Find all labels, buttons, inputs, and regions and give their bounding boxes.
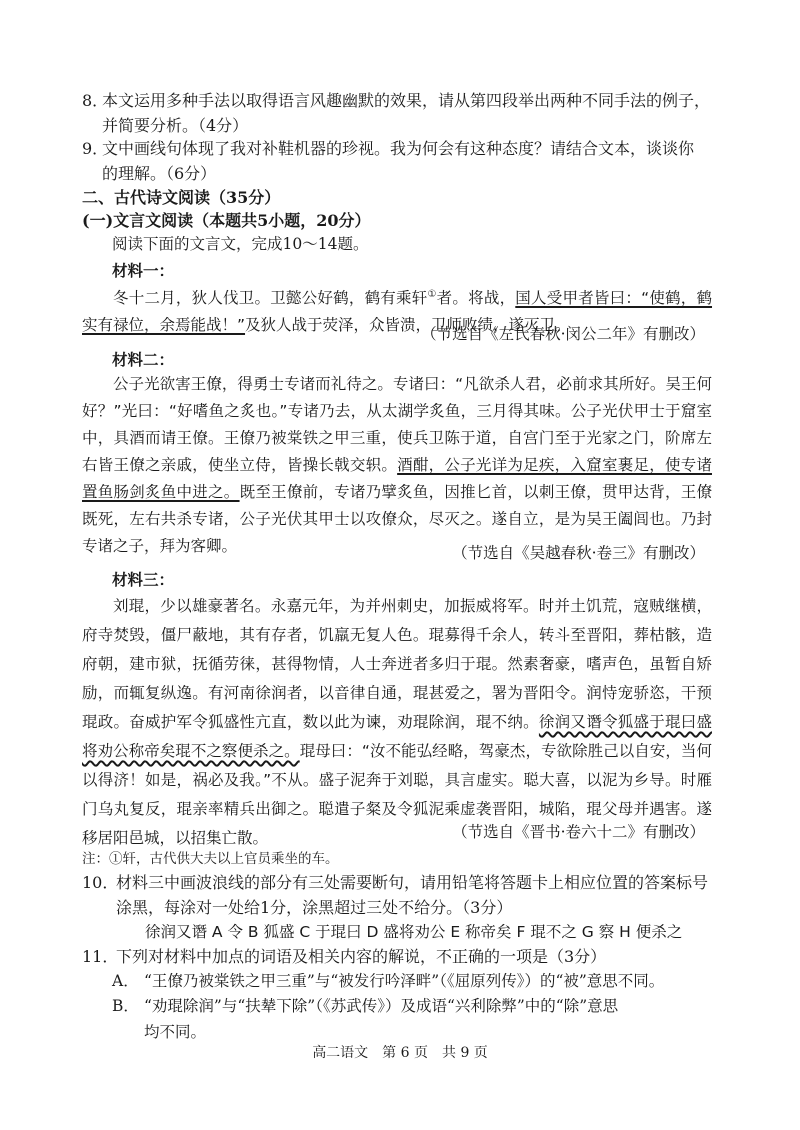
footnote: 注：①轩，古代供大夫以上官员乘坐的车。 xyxy=(82,851,339,867)
option-text-cont: 均不同。 xyxy=(144,1023,207,1041)
sentence-break-choices: 徐润又谮 A 令 B 狐盛 C 于琨曰 D 盛将劝公 E 称帝矣 F 琨不之 G 察 H 便杀之 xyxy=(145,923,683,941)
option-b xyxy=(112,993,722,1045)
question-9 xyxy=(82,136,722,186)
question-number: 9． xyxy=(82,139,109,158)
material-2-source: （节选自《吴越春秋·卷三》有删改） xyxy=(452,544,705,562)
underlined-sentence: 国人受甲者皆曰：“使鹤，鹤实有禄位，余焉能战！” xyxy=(82,289,713,335)
question-text: 文中画线句体现了我对补鞋机器的珍视。我为何会有这种态度？请结合文本，谈谈你 xyxy=(102,139,695,158)
footnote-marker: ① xyxy=(427,289,437,300)
question-text: 材料三中画波浪线的部分有三处需要断句，请用铅笔将答题卡上相应位置的答案标号 xyxy=(116,873,709,892)
material-3-passage xyxy=(82,592,712,853)
underlined-sentence: 酒酣，公子光详为足疾，入窟室裹足，使专诸置鱼肠剑炙鱼中进之。 xyxy=(82,456,712,501)
passage-text: 冬十二月，狄人伐卫。卫懿公好鹤，鹤有乘轩 xyxy=(113,289,428,308)
material-2-passage xyxy=(82,371,712,560)
passage-text: 既至王僚前，专诸乃擘炙鱼，因推匕首，以刺王僚，贯甲达背，王僚既死，左右共杀专诸，公子光伏其甲士以攻僚众，尽灭之。遂自立，是为吴王阖闾也。乃封专诸之子，拜为客卿。 xyxy=(82,483,712,555)
question-10 xyxy=(82,870,732,920)
option-text: “王僚乃被棠铁之甲三重”与“被发行吟泽畔”（《屈原列传》）的“被”意思不同。 xyxy=(144,972,665,990)
section-title: 二、古代诗文阅读（35分） xyxy=(82,188,281,207)
page-footer: 高二语文 第 6 页 共 9 页 xyxy=(312,1045,488,1061)
option-label: A． xyxy=(112,972,139,990)
passage-text: 者。将战， xyxy=(436,289,516,308)
option-a xyxy=(112,968,722,994)
material-2-label: 材料二： xyxy=(112,350,175,369)
reading-instruction: 阅读下面的文言文，完成10～14题。 xyxy=(112,235,369,253)
question-8 xyxy=(82,88,722,138)
passage-text: 公子光欲害王僚，得勇士专诸而礼待之。专诸曰：“凡欲杀人君，必前求其所好。吴王何好？”光曰：“好嗜鱼之炙也。”专诸乃去，从太湖学炙鱼，三月得其味。公子光伏甲士于窟室中，具酒而请王僚。王僚乃被棠铁之甲三重，使兵卫陈于道，自宫门至于光家之门，阶席左右皆王僚之亲戚，使坐立侍，皆操长戟交轵。 xyxy=(82,375,712,474)
question-text-cont: 的理解。（6分） xyxy=(102,164,217,183)
question-number: 11． xyxy=(82,947,119,966)
material-1-label: 材料一： xyxy=(112,261,175,280)
question-text-cont: 涂黑，每涂对一处给1分，涂黑超过三处不给分。（3分） xyxy=(116,898,513,917)
question-text-cont: 并简要分析。（4分） xyxy=(102,116,249,135)
material-1-source: （节选自《左氏春秋·闵公二年》有删改） xyxy=(421,325,705,343)
option-text: “劝琨除润”与“扶辇下除”（《苏武传》）及成语“兴利除弊”中的“除”意思 xyxy=(144,997,619,1015)
passage-text: 及狄人战于荧泽，众皆溃，卫师败绩，遂灭卫。 xyxy=(245,316,571,335)
wavy-underlined-sentence: 徐润又谮令狐盛于琨曰盛将劝公称帝矣琨不之察便杀之。 xyxy=(82,713,712,760)
material-3-label: 材料三： xyxy=(112,570,175,589)
question-number: 10． xyxy=(82,873,119,892)
material-3-source: （节选自《晋书·卷六十二》有删改） xyxy=(452,823,705,841)
question-text: 本文运用多种手法以取得语言风趣幽默的效果，请从第四段举出两种不同手法的例子， xyxy=(102,91,711,110)
question-11 xyxy=(82,944,732,969)
question-number: 8． xyxy=(82,91,109,110)
passage-text: 刘琨，少以雄豪著名。永嘉元年，为并州刺史，加振威将军。时并土饥荒，寇贼继横，府寺焚毁，僵尸蔽地，其有存者，饥羸无复人色。琨募得千余人，转斗至晋阳，葬枯骸，造府朝，建市狱，抚循劳徕，甚得物情，人士奔迸者多归于琨。然素奢豪，嗜声色，虽暂自矫励，而辄复纵逸。有河南徐润者，以音律自通，琨甚爱之，署为晋阳令。润恃宠骄恣，干预琨政。奋威护军令狐盛性亢直，数以此为谏，劝琨除润，琨不纳。 xyxy=(82,597,712,731)
option-label: B． xyxy=(112,997,139,1015)
passage-text: 琨母曰：“汝不能弘经略，驾豪杰，专欲除胜己以自安，当何以得济！如是，祸必及我。”不从。盛子泥奔于刘聪，具言虚实。聪大喜，以泥为乡导。时雁门乌丸复反，琨亲率精兵出御之。聪遣子粲及令狐泥乘虚袭晋阳，城陷，琨父母并遇害。遂移居阳邑城，以招集亡散。 xyxy=(82,742,712,847)
question-text: 下列对材料中加点的词语及相关内容的解说，不正确的一项是（3分） xyxy=(116,947,607,966)
subsection-title: (一)文言文阅读（本题共5小题，20分） xyxy=(82,211,371,230)
